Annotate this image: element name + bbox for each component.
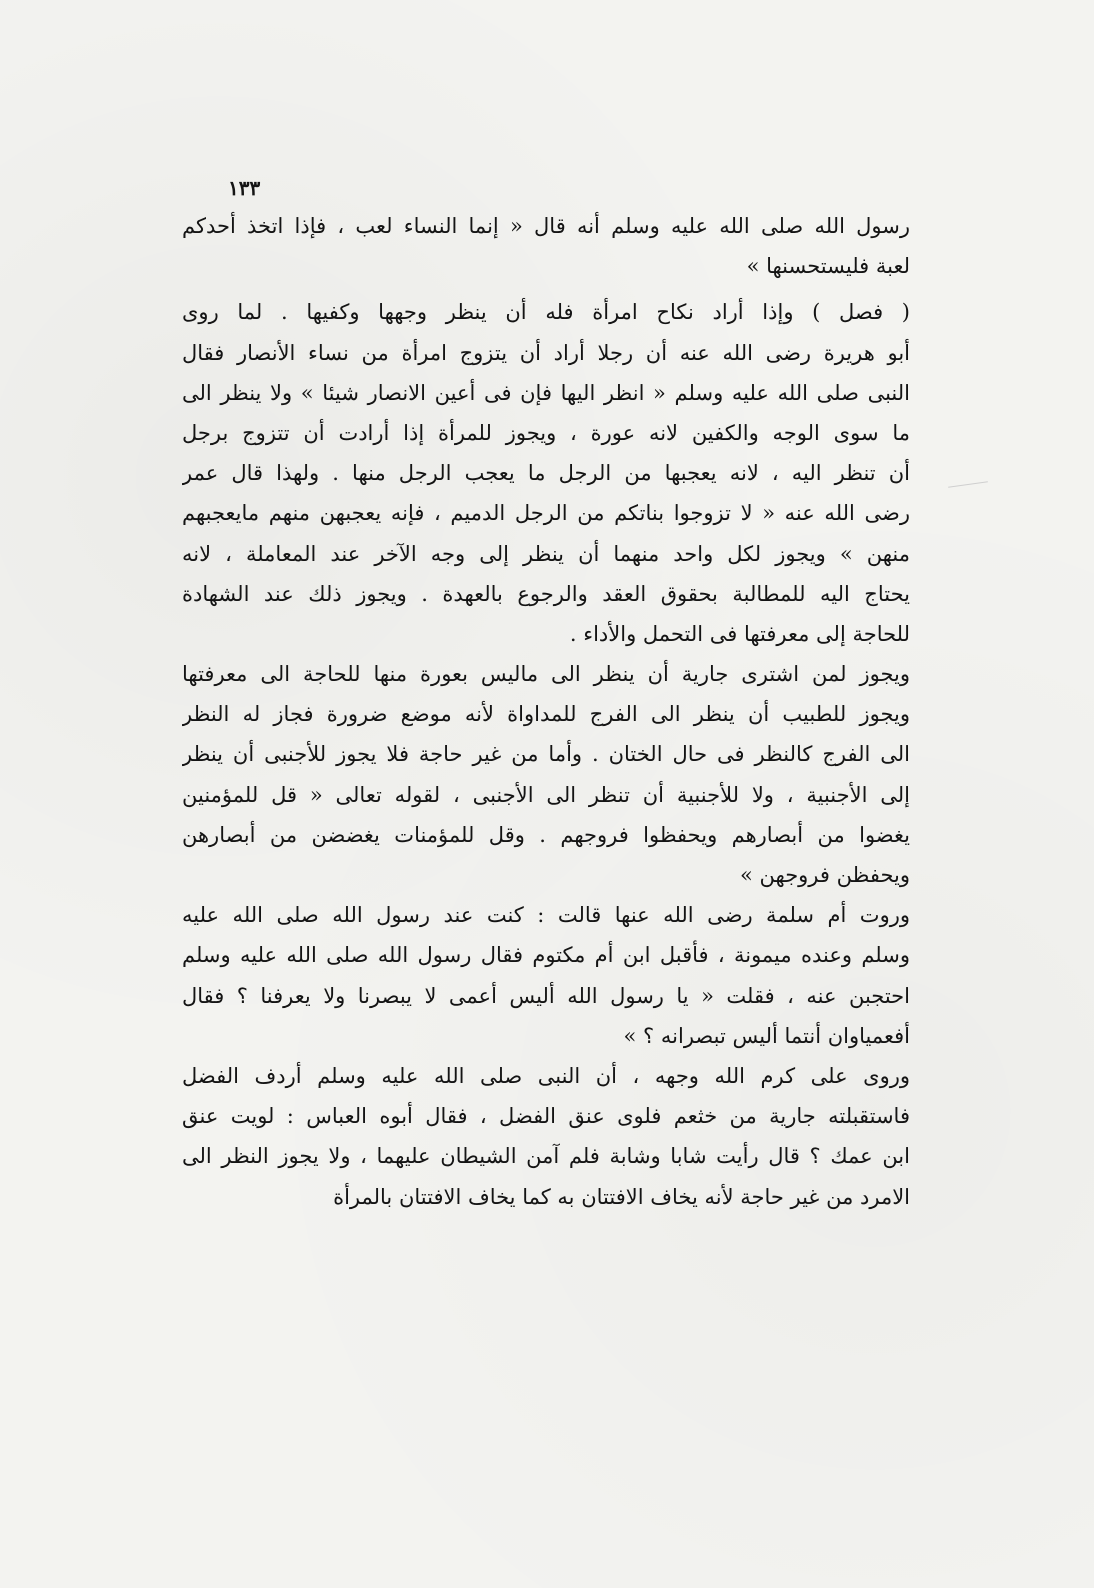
text-line: ( فصل ) وإذا أراد نكاح امرأة فله أن ينظر وجهها وكفيها . لما روى: [182, 300, 910, 325]
text-line: الى الفرج كالنظر فى حال الختان . وأما من غير حاجة فلا يجوز للأجنبى أن ينظر: [182, 742, 910, 767]
text-line: إلى الأجنبية ، ولا للأجنبية أن تنظر الى الأجنبى ، لقوله تعالى « قل للمؤمنين: [182, 782, 910, 807]
page-number: ١٣٣: [228, 176, 261, 200]
text-line: وروت أم سلمة رضى الله عنها قالت : كنت عند رسول الله صلى الله عليه: [182, 903, 910, 928]
text-line: رضى الله عنه « لا تزوجوا بناتكم من الرجل الدميم ، فإنه يعجبهن منهم مايعجبهم: [182, 501, 910, 526]
text-line: ويجوز للطبيب أن ينظر الى الفرج للمداواة لأنه موضع ضرورة فجاز له النظر: [182, 702, 910, 727]
margin-mark: [948, 481, 988, 488]
text-line: ما سوى الوجه والكفين لانه عورة ، ويجوز للمرأة إذا أرادت أن تتزوج برجل: [182, 420, 910, 445]
text-line: منهن » ويجوز لكل واحد منهما أن ينظر إلى وجه الآخر عند المعاملة ، لانه: [182, 541, 910, 566]
text-line: لعبة فليستحسنها »: [746, 254, 910, 279]
text-line: يحتاج اليه للمطالبة بحقوق العقد والرجوع بالعهدة . ويجوز ذلك عند الشهادة: [182, 581, 910, 606]
text-line: رسول الله صلى الله عليه وسلم أنه قال « إنما النساء لعب ، فإذا اتخذ أحدكم: [182, 214, 910, 238]
text-line: ابن عمك ؟ قال رأيت شابا وشابة فلم آمن الشيطان عليهما ، ولا يجوز النظر الى: [182, 1144, 910, 1169]
text-line: الامرد من غير حاجة لأنه يخاف الافتتان به كما يخاف الافتتان بالمرأة: [333, 1184, 910, 1209]
text-line: فاستقبلته جارية من خثعم فلوى عنق الفضل ، فقال أبوه العباس : لويت عنق: [182, 1104, 910, 1129]
text-line: أبو هريرة رضى الله عنه أن رجلا أراد أن يتزوج امرأة من نساء الأنصار فقال: [182, 340, 910, 365]
text-line: يغضوا من أبصارهم ويحفظوا فروجهم . وقل للمؤمنات يغضضن من أبصارهن: [182, 822, 910, 847]
body-text: [182, 206, 910, 1217]
text-line: للحاجة إلى معرفتها فى التحمل والأداء .: [569, 621, 910, 646]
text-line: احتجبن عنه ، فقلت « يا رسول الله أليس أعمى لا يبصرنا ولا يعرفنا ؟ فقال: [182, 983, 910, 1008]
text-line: النبى صلى الله عليه وسلم « انظر اليها فإن فى أعين الانصار شيئا » ولا ينظر الى: [182, 380, 910, 405]
text-line: أن تنظر اليه ، لانه يعجبها من الرجل ما يعجب الرجل منها . ولهذا قال عمر: [182, 461, 910, 486]
text-line: ويحفظن فروجهن »: [740, 863, 910, 887]
text-line: أفعمياوان أنتما أليس تبصرانه ؟ »: [623, 1023, 910, 1048]
text-line: ويجوز لمن اشترى جارية أن ينظر الى ماليس بعورة منها للحاجة الى معرفتها: [182, 662, 910, 687]
text-line: وسلم وعنده ميمونة ، فأقبل ابن أم مكتوم فقال رسول الله صلى الله عليه وسلم: [182, 943, 910, 968]
text-line: وروى على كرم الله وجهه ، أن النبى صلى الله عليه وسلم أردف الفضل: [182, 1063, 910, 1088]
